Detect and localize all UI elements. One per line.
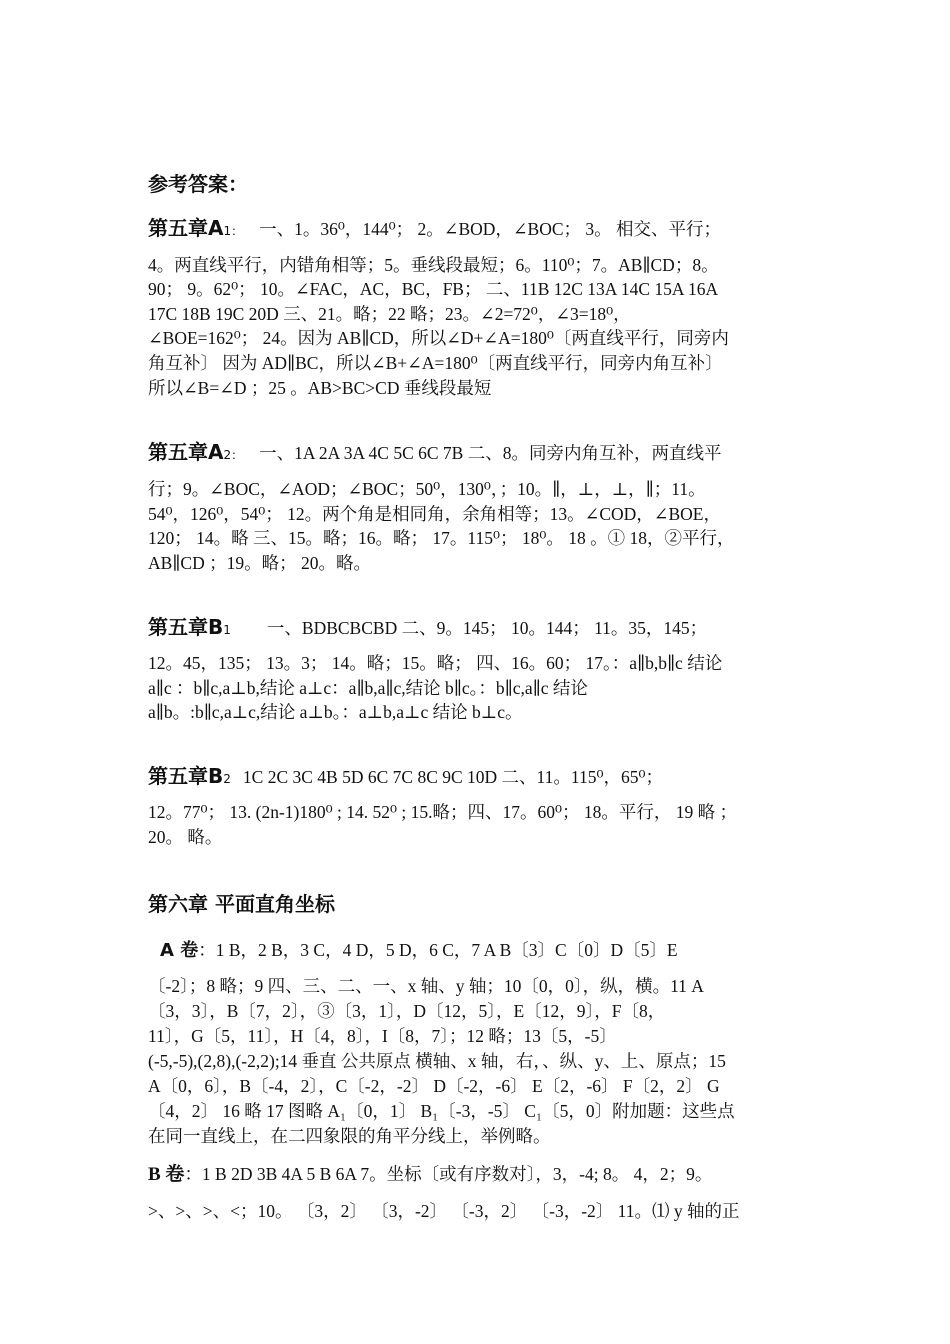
section-a1-line-7: 所以∠B=∠D ；25 。AB>BC>CD 垂线段最短: [148, 378, 492, 398]
section-a2-line-1: 第五章A2： 一、1A 2A 3A 4C 5C 6C 7B 二、8。同旁内角互补，两直线平: [148, 440, 722, 464]
section-b2-label: 第五章B2: [148, 764, 231, 788]
ch6-b-line-1: B 卷：1 B 2D 3B 4A 5 B 6A 7。坐标〔或有序数对〕，3，-4; 8。 4，2；9。: [148, 1164, 713, 1185]
ch6-b-line-2: >、>、>、<；10。 〔3，2〕 〔3，-2〕 〔-3，2〕 〔-3，-2〕 11。⑴ y 轴的正: [148, 1201, 740, 1221]
ch6-a-line-4: 11〕，G〔5，11〕，H〔4，8〕，I〔8，7〕；12 略；13〔5，-5〕: [148, 1026, 617, 1046]
ch6-a-line-3: 〔3，3〕，B〔7，2〕，③〔3，1〕，D〔12，5〕，E〔12，9〕，F〔8，: [148, 1001, 666, 1021]
ch6-b-label: B 卷: [148, 1164, 185, 1185]
section-a1-line-4: 17C 18B 19C 20D 三、21。略；22 略；23。∠2=72⁰，∠3=18⁰，: [148, 304, 631, 324]
ch6-a-line-5: (-5,-5),(2,8),(-2,2);14 垂直 公共原点 横轴、x 轴，右，、纵、y、上、原点；15: [148, 1051, 726, 1071]
page-title: 参考答案：: [148, 172, 248, 196]
ch6-a-line-1: A 卷：1 B，2 B，3 C，4 D，5 D，6 C，7 A B〔3〕C〔0〕D〔5〕E: [160, 940, 678, 961]
section-a1-line-3: 90； 9。62⁰； 10。∠FAC，AC，BC，FB； 二、11B 12C 13A 14C 15A 16A: [148, 279, 719, 299]
section-b2-line-1: 第五章B2 1C 2C 3C 4B 5D 6C 7C 8C 9C 10D 二、11。115⁰，65⁰；: [148, 764, 664, 788]
section-b1-line-4: a∥b。:b∥c,a⊥c,结论 a⊥b。：a⊥b,a⊥c 结论 b⊥c。: [148, 702, 523, 722]
section-a1-line-5: ∠BOE=162⁰； 24。因为 AB∥CD，所以∠D+∠A=180⁰〔两直线平行，同旁内: [148, 328, 729, 348]
section-a1-line-2: 4。两直线平行，内错角相等；5。垂线段最短；6。110⁰；7。AB∥CD；8。: [148, 255, 719, 275]
section-a1-label: 第五章A1：: [148, 216, 244, 240]
ch6-a-line-7: 〔4，2〕 16 略 17 图略 A₁〔0，1〕 B₁〔-3，-5〕 C₁〔5，0〕附加题：这些点: [148, 1101, 735, 1121]
section-a2-line-5: AB∥CD ；19。略； 20。略。: [148, 553, 371, 573]
section-b1-line-1: 第五章B1 一、BDBCBCBD 二、9。145； 10。144； 11。35，145；: [148, 615, 708, 639]
section-a1-line-1: 第五章A1： 一、1。36⁰，144⁰； 2。∠BOD，∠BOC； 3。 相交、平行；: [148, 216, 722, 240]
section-b1-line-2: 12。45，135； 13。3； 14。略；15。略； 四、16。60； 17。：a∥b,b∥c 结论: [148, 653, 723, 673]
section-a1-line-6: 角互补〕 因为 AD∥BC，所以∠B+∠A=180⁰〔两直线平行，同旁内角互补〕: [148, 353, 723, 373]
section-a2-line-2: 行；9。∠BOC，∠AOD；∠BOC；50⁰，130⁰，；10。∥，⊥，⊥，∥；11。: [148, 479, 706, 499]
ch6-a-line-2: 〔-2〕；8 略；9 四、三、二、一、x 轴、y 轴；10〔0，0〕，纵，横。11 A: [148, 976, 704, 996]
section-b1-line-3: a∥c ：b∥c,a⊥b,结论 a⊥c：a∥b,a∥c,结论 b∥c。：b∥c,a∥c 结论: [148, 678, 588, 698]
ch6-a-line-6: A〔0，6〕，B〔-4，2〕，C〔-2，-2〕 D〔-2，-6〕 E〔2，-6〕 F〔2，2〕 G: [148, 1076, 720, 1096]
ch6-a-line-8: 在同一直线上，在二四象限的角平分线上，举例略。: [148, 1126, 551, 1146]
chapter-6-title: 第六章 平面直角坐标: [148, 892, 335, 916]
ch6-a-label: A 卷: [160, 940, 199, 961]
section-b1-label: 第五章B1: [148, 615, 231, 639]
section-b2-line-3: 20。 略。: [148, 827, 223, 847]
section-a2-line-3: 54⁰，126⁰，54⁰； 12。两个角是相同角，余角相等；13。∠COD，∠BOE，: [148, 504, 721, 524]
section-b2-line-2: 12。77⁰； 13. (2n-1)180⁰ ; 14. 52⁰ ; 15.略；四、17。60⁰； 18。平行， 19 略 ；: [148, 802, 738, 822]
section-a2-label: 第五章A2：: [148, 440, 244, 464]
section-a2-line-4: 120； 14。略 三、15。略；16。略； 17。115⁰； 18⁰。 18 。① 18，②平行，: [148, 528, 735, 548]
